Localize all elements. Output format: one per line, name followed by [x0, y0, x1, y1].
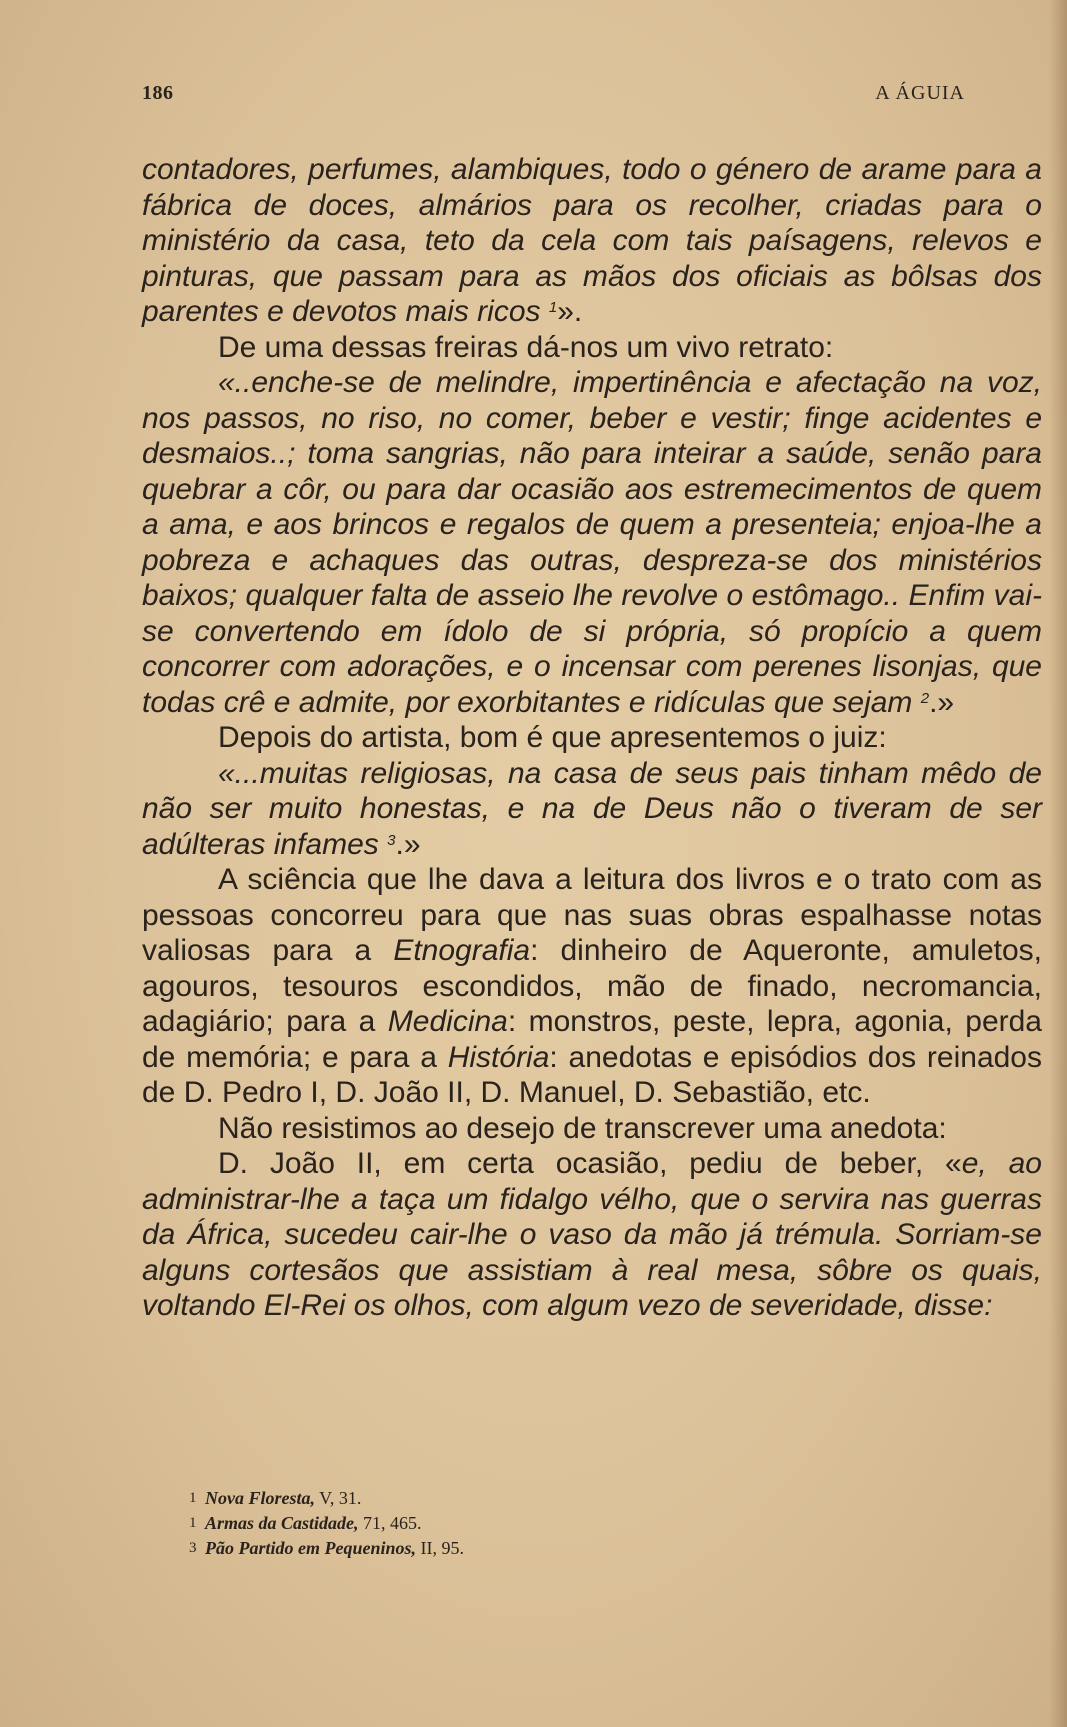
- paragraph-8-text: D. João II, em certa ocasião, pediu de beber, «: [218, 1147, 962, 1180]
- paragraph-1: [142, 152, 1042, 330]
- page-edge-shadow: [1049, 0, 1067, 1727]
- historia-term: História: [447, 1040, 550, 1074]
- paragraph-8: [142, 1146, 1042, 1324]
- paragraph-6-text-c: : monstros, peste, lepra, agonia, perda de memória; e para a: [142, 1005, 1042, 1074]
- paragraph-1-end: ».: [557, 295, 583, 328]
- paragraph-4: Depois do artista, bom é que apresentemos o juiz:: [218, 721, 887, 754]
- medicina-term: Medicina: [387, 1005, 508, 1038]
- running-head: [142, 82, 965, 106]
- body-text: [142, 152, 1042, 1324]
- quote-2: [142, 756, 1042, 863]
- footnote-reference: 71, 465.: [358, 1513, 422, 1533]
- footnote-reference: II, 95.: [416, 1538, 464, 1558]
- anecdote-quote: e, ao administrar-lhe a taça um fidalgo vélho, que o servira nas guerras da África, sucedeu cair-lhe o vaso da mão já trémula. Sorriam-se alguns cortesãos que assistiam à real mesa, sôbre os quais, voltando El-Rei os olhos, com algum vezo de severidade, disse:: [142, 1147, 1042, 1322]
- footnote-reference: V, 31.: [315, 1488, 362, 1508]
- journal-title: A ÁGUIA: [875, 82, 965, 104]
- footnote-ref-3: 3: [387, 831, 396, 849]
- footnote-ref-1: 1: [548, 299, 558, 316]
- page-number: 186: [142, 82, 174, 104]
- paragraph-7: Não resistimos ao desejo de transcrever uma anedota:: [218, 1111, 947, 1145]
- paragraph-1-text: contadores, perfumes, alambiques, todo o género de arame para a fábrica de doces, almários para os recolher, criadas para o ministério da casa, teto da cela com tais paísagens, relevos e pinturas, que passam para as mãos dos oficiais as bôlsas dos parentes e devotos mais ricos: [142, 153, 1042, 328]
- quote-1-text: «..enche-se de melindre, impertinência e afectação na voz, nos passos, no riso, no comer, beber e vestir; finge acidentes e desmaios..; toma sangrias, não para inteirar a saúde, senão para quebrar a côr, ou para dar ocasião aos estremecimentos de quem a ama, e aos brincos e regalos de quem a presenteia; enjoa-lhe a pobreza e achaques das outras, despreza-se dos ministérios baixos; qualquer falta de asseio lhe revolve o estômago.. Enfim vai-se convertendo em ídolo de si própria, só propício a quem concorrer com adorações, e o incensar com perenes lisonjas, que todas crê e admite, por exorbitantes e ridículas que sejam: [142, 366, 1042, 719]
- footnote-title: Armas da Castidade,: [205, 1513, 359, 1533]
- footnote-3: [189, 1536, 705, 1561]
- paragraph-6: [142, 862, 1042, 1111]
- paragraph-6-text-d: : anedotas e episódios dos reinados de D. Pedro I, D. João II, D. Manuel, D. Sebastião, etc.: [142, 1040, 1042, 1109]
- paragraph-6-text-b: : dinheiro de Aqueronte, amuletos, agouros, tesouros escondidos, mão de finado, necromancia, adagiário; para a: [142, 934, 1042, 1038]
- quote-2-end: .»: [395, 827, 421, 861]
- footnote-title: Pão Partido em Pequeninos,: [205, 1538, 416, 1558]
- paragraph-2: De uma dessas freiras dá-nos um vivo retrato:: [218, 330, 834, 364]
- quote-1: [142, 365, 1042, 720]
- quote-1-end: .»: [929, 685, 955, 719]
- paragraph-6-text-a: A sciência que lhe dava a leitura dos livros e o trato com as pessoas concorreu para que nas suas obras espalhasse notas valiosas para a: [142, 863, 1042, 967]
- footnote-2: [189, 1511, 705, 1536]
- footnotes: [189, 1486, 705, 1561]
- etnografia-term: Etnografia: [393, 934, 531, 967]
- footnote-number: 1: [189, 1515, 197, 1531]
- footnote-title: Nova Floresta,: [205, 1488, 315, 1508]
- footnote-number: 1: [189, 1490, 197, 1506]
- footnote-ref-2: 2: [920, 689, 930, 707]
- footnote-number: 3: [189, 1540, 197, 1556]
- footnote-1: [189, 1486, 705, 1511]
- quote-2-text: «...muitas religiosas, na casa de seus pais tinham mêdo de não ser muito honestas, e na de Deus não o tiveram de ser adúlteras infames: [142, 756, 1042, 861]
